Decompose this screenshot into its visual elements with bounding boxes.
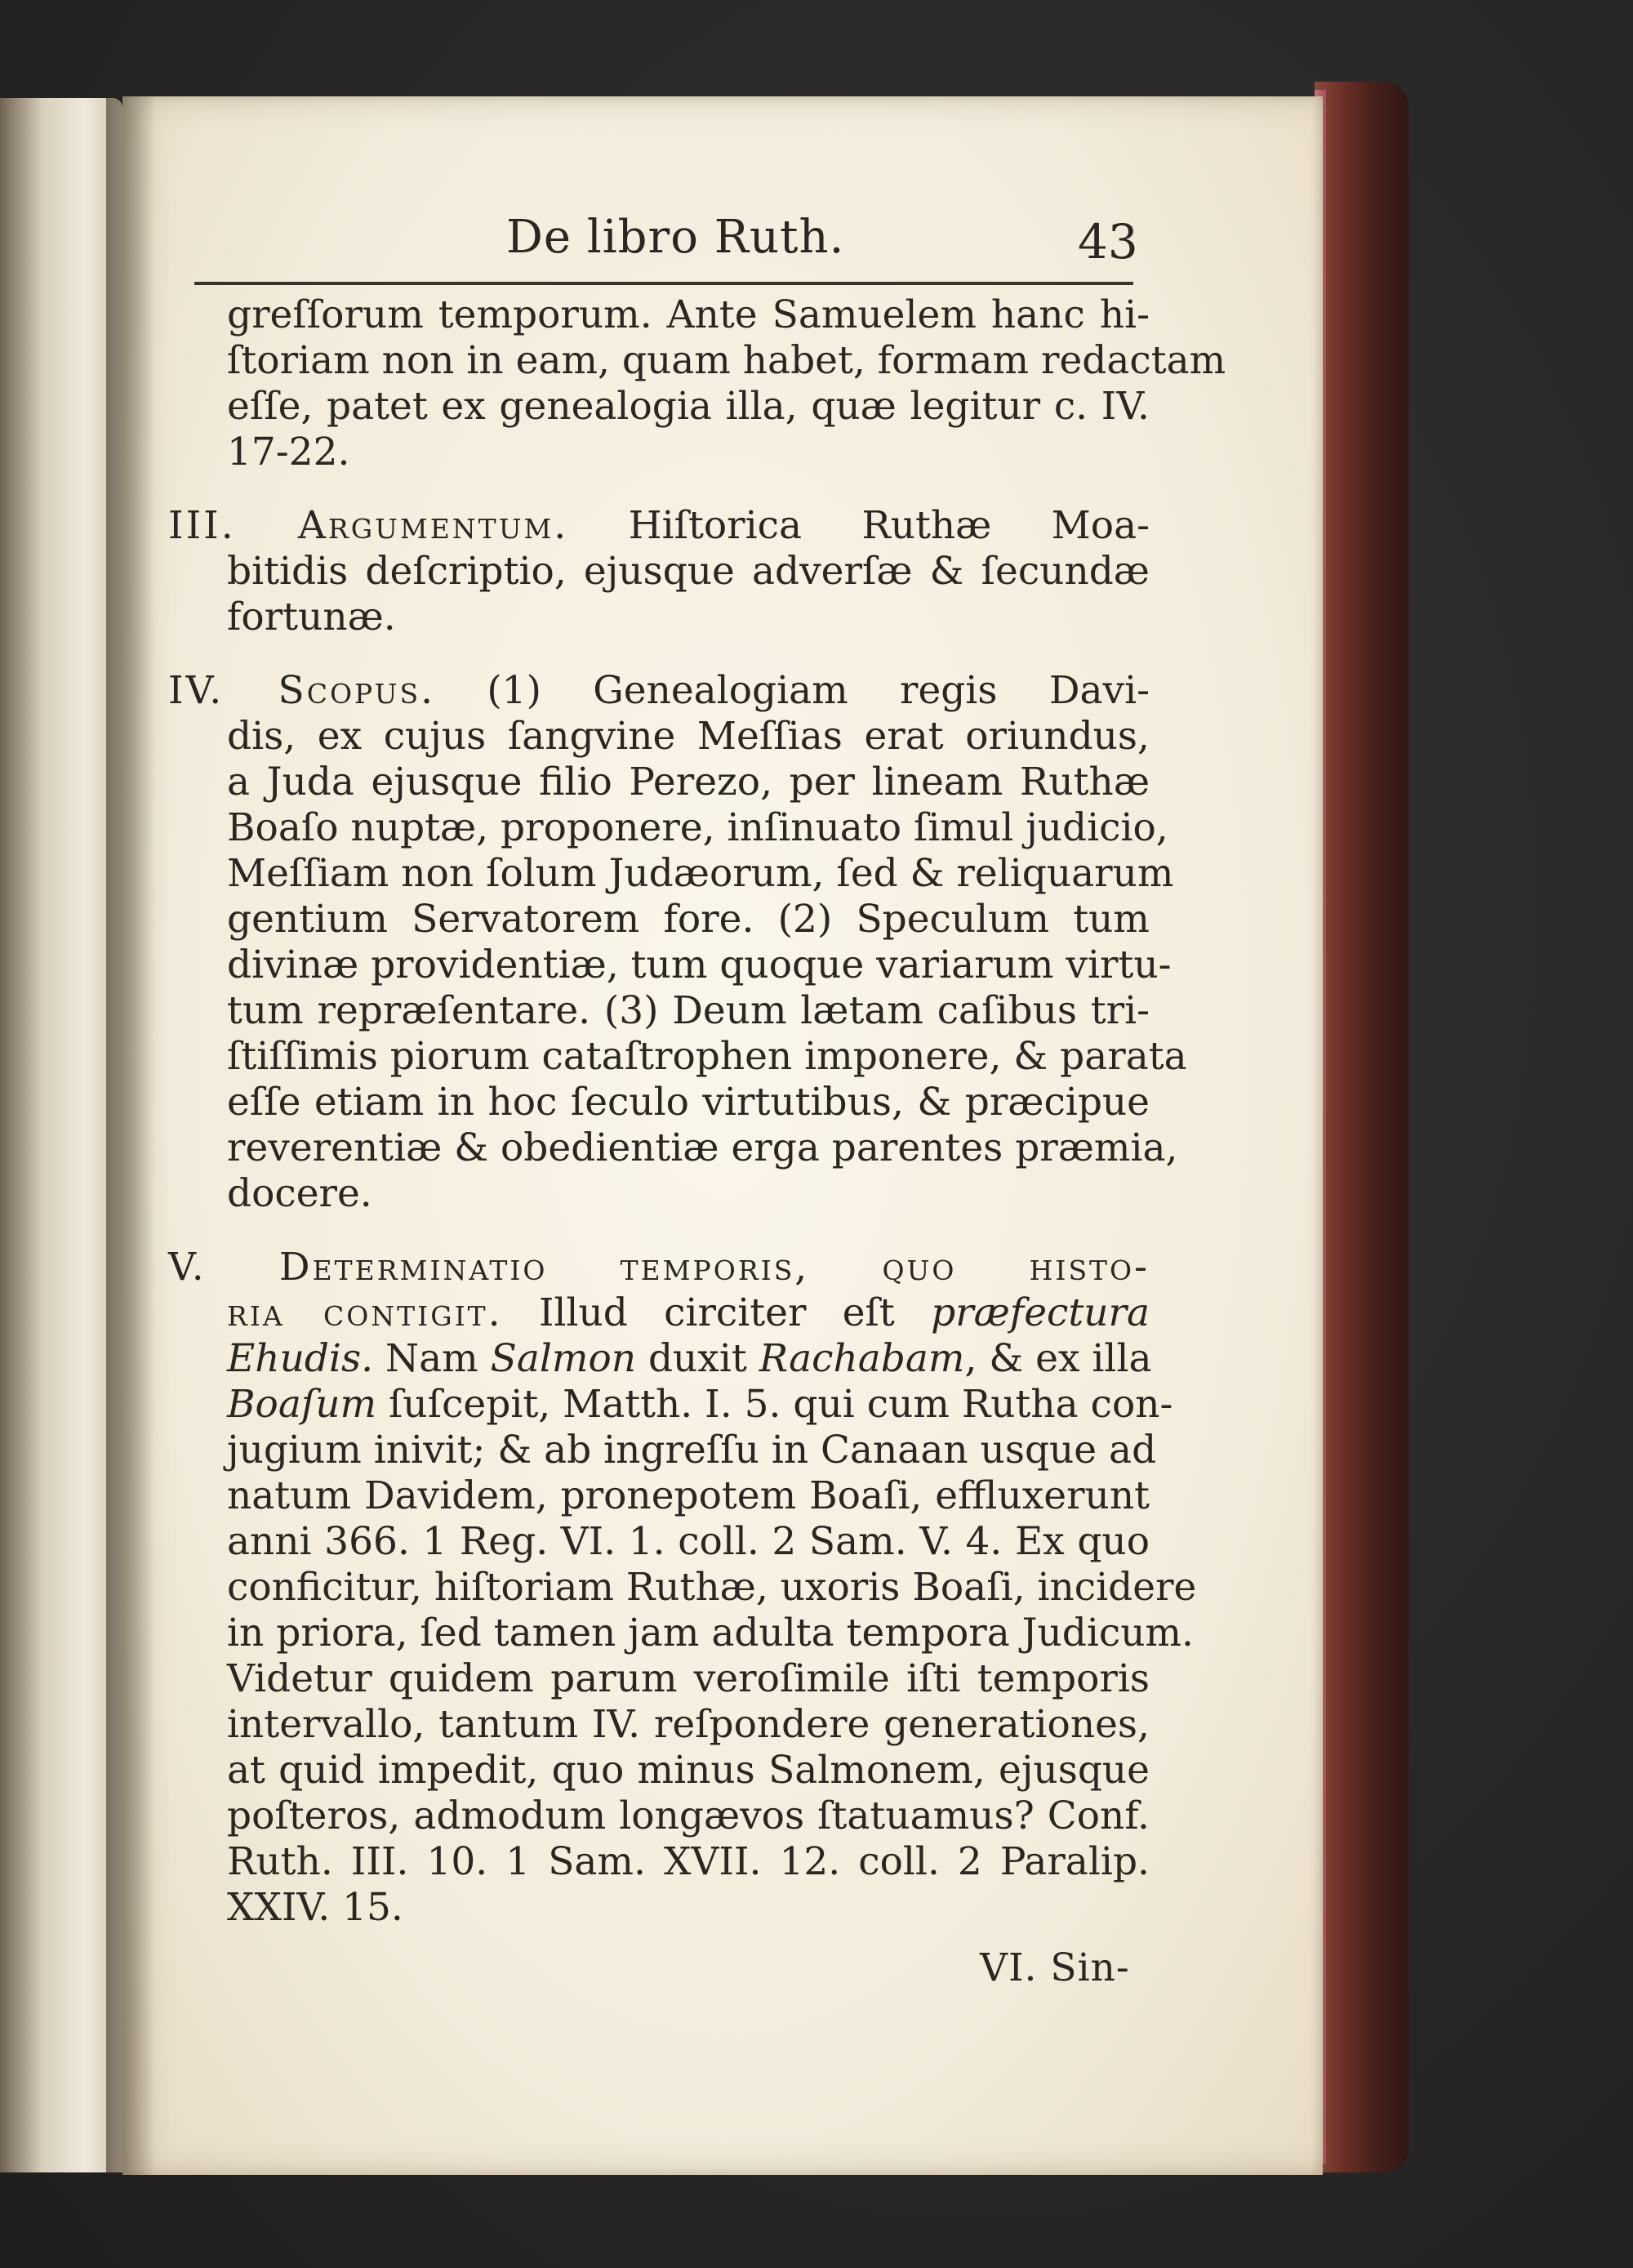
text-line: intervallo, tantum IV. reſpondere generationes,	[227, 1702, 1150, 1747]
text-span: , & ex illa	[964, 1336, 1152, 1381]
text-line: 17-22.	[227, 430, 350, 475]
page-gutter-shadow	[106, 96, 155, 2175]
text-line: Videtur quidem parum veroſimile iſti temporis	[227, 1656, 1150, 1701]
section-heading: V. Determinatio temporis, quo histo-	[168, 1245, 1150, 1290]
text-line: dis, ex cujus ſangvine Meſſias erat oriundus,	[227, 714, 1150, 759]
text-line: docere.	[227, 1171, 372, 1216]
header-rule	[194, 282, 1133, 285]
text-line: bitidis deſcriptio, ejusque adverſæ & ſecundæ	[227, 549, 1150, 594]
section-heading-cont: ria contigit.	[227, 1290, 503, 1335]
text-line: ſtoriam non in eam, quam habet, formam redactam	[227, 338, 1226, 383]
text-line: natum Davidem, pronepotem Boaſi, effluxerunt	[227, 1473, 1150, 1518]
text-line: Meſſiam non ſolum Judæorum, ſed & reliquarum	[227, 851, 1174, 896]
italic-span: præfectura	[931, 1290, 1150, 1335]
text-line: anni 366. 1 Reg. VI. 1. coll. 2 Sam. V. 4. Ex quo	[227, 1519, 1150, 1564]
text-span: (1) Genealogiam regis Davi-	[435, 668, 1150, 713]
text-line: jugium inivit; & ab ingreſſu in Canaan usque ad	[227, 1428, 1157, 1473]
text-span: Illud circiter eſt	[502, 1290, 932, 1335]
italic-span: Rachabam	[759, 1336, 965, 1381]
page-number: 43	[1078, 214, 1138, 270]
body-text	[168, 292, 1226, 1931]
text-line: ſtiſſimis piorum cataſtrophen imponere, & parata	[227, 1034, 1187, 1079]
text-line: gentium Servatorem fore. (2) Speculum tum	[227, 897, 1150, 942]
text-line: a Juda ejusque filio Perezo, per lineam Ruthæ	[227, 760, 1150, 804]
text-line: greſſorum temporum. Ante Samuelem hanc hi-	[227, 292, 1150, 337]
text-line: divinæ providentiæ, tum quoque variarum virtu-	[227, 942, 1172, 987]
text-line: conficitur, hiſtoriam Ruthæ, uxoris Boaſi, incidere	[227, 1565, 1197, 1610]
text-line: fortunæ.	[227, 595, 396, 639]
previous-page-edge	[0, 98, 122, 2172]
catchword: VI. Sin-	[980, 1945, 1130, 1990]
italic-span: Ehudis.	[227, 1336, 374, 1381]
text-span: Nam	[373, 1336, 491, 1381]
text-line: Ruth. III. 10. 1 Sam. XVII. 12. coll. 2 Paralip.	[227, 1839, 1150, 1884]
text-line: tum repræſentare. (3) Deum lætam caſibus tri-	[227, 988, 1150, 1033]
text-line: eſſe etiam in hoc ſeculo virtutibus, & præcipue	[227, 1080, 1150, 1125]
running-head: De libro Ruth.	[506, 211, 845, 264]
text-line	[227, 1336, 1150, 1382]
text-span: Hiſtorica Ruthæ Moa-	[568, 503, 1150, 548]
text-line: in priora, ſed tamen jam adulta tempora Judicum.	[227, 1611, 1194, 1655]
section-heading: IV. Scopus.	[168, 668, 436, 713]
text-line	[227, 1382, 1173, 1428]
text-span: duxit	[636, 1336, 759, 1381]
text-line: poſteros, admodum longævos ſtatuamus? Conf.	[227, 1793, 1150, 1838]
italic-span: Salmon	[490, 1336, 637, 1381]
text-line: XXIV. 15.	[227, 1885, 403, 1930]
text-line: reverentiæ & obedientiæ erga parentes præmia,	[227, 1125, 1178, 1170]
text-line: Boaſo nuptæ, proponere, inſinuato ſimul judicio,	[227, 805, 1168, 850]
text-line: eſſe, patet ex genealogia illa, quæ legitur c. IV.	[227, 384, 1150, 429]
section-heading-line	[168, 503, 1150, 549]
book-cover	[1315, 82, 1408, 2172]
italic-span: Boaſum	[227, 1382, 377, 1427]
text-line: at quid impedit, quo minus Salmonem, ejusque	[227, 1748, 1150, 1793]
section-heading-line	[168, 668, 1150, 714]
text-span: ſuſcepit, Matth. I. 5. qui cum Rutha con-	[376, 1382, 1173, 1427]
section-heading-line	[227, 1290, 1150, 1336]
section-heading: III. Argumentum.	[168, 503, 569, 548]
